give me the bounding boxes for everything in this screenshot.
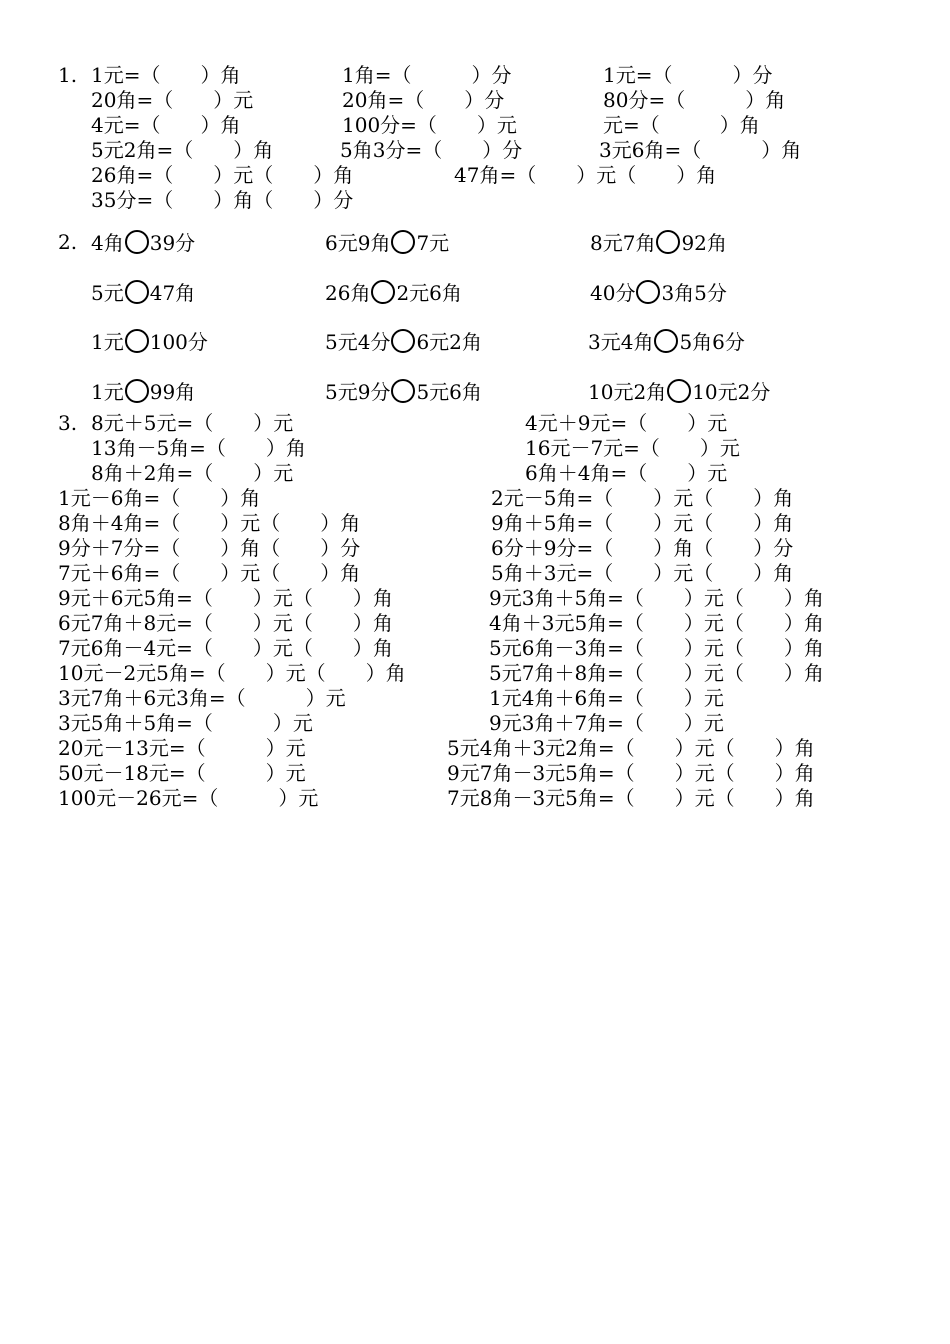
problem: 7元8角－3元5角=（ ）元（ ）角: [447, 786, 815, 810]
comparison-item: [588, 329, 745, 354]
comparison-item: [91, 230, 195, 255]
problem: 20元－13元=（ ）元: [58, 736, 306, 760]
compare-circle[interactable]: [391, 379, 415, 403]
problem: 50元－18元=（ ）元: [58, 761, 306, 785]
right-quantity: 100分: [149, 330, 208, 354]
problem: 8元＋5元=（ ）元: [91, 411, 294, 435]
left-quantity: 40分: [590, 281, 636, 305]
problem: 35分=（ ）角（ ）分: [91, 188, 354, 212]
problem: 1元－6角=（ ）角: [58, 486, 261, 510]
comparison-item: [325, 379, 482, 404]
comparison-item: [91, 379, 195, 404]
comparison-item: [590, 280, 727, 305]
compare-circle[interactable]: [371, 280, 395, 304]
compare-circle[interactable]: [391, 329, 415, 353]
right-quantity: 99角: [149, 380, 196, 404]
problem: 8角＋2角=（ ）元: [91, 461, 294, 485]
right-quantity: 92角: [681, 231, 727, 255]
problem: 1元4角＋6角=（ ）元: [489, 686, 724, 710]
problem: 80分=（ ）角: [603, 88, 786, 112]
compare-circle[interactable]: [125, 230, 149, 254]
right-quantity: 47角: [149, 281, 196, 305]
problem: 3元7角＋6元3角=（ ）元: [58, 686, 346, 710]
left-quantity: 5元: [91, 281, 124, 305]
left-quantity: 1元: [91, 330, 124, 354]
problem: 5角3分=（ ）分: [340, 138, 523, 162]
right-quantity: 5元6角: [416, 380, 482, 404]
left-quantity: 6元9角: [325, 231, 391, 255]
comparison-item: [91, 280, 195, 305]
problem: 5元4角＋3元2角=（ ）元（ ）角: [447, 736, 815, 760]
problem: 13角－5角=（ ）角: [91, 436, 306, 460]
section-1-number: 1.: [58, 63, 78, 87]
compare-circle[interactable]: [654, 329, 678, 353]
section-3-number: 3.: [58, 411, 78, 435]
problem: 5元7角＋8角=（ ）元（ ）角: [489, 661, 824, 685]
problem: 3元5角＋5角=（ ）元: [58, 711, 313, 735]
right-quantity: 2元6角: [396, 281, 462, 305]
comparison-item: [325, 280, 462, 305]
problem: 6分＋9分=（ ）角（ ）分: [491, 536, 794, 560]
left-quantity: 8元7角: [590, 231, 656, 255]
left-quantity: 26角: [325, 281, 371, 305]
left-quantity: 5元9分: [325, 380, 391, 404]
problem: 3元6角=（ ）角: [599, 138, 802, 162]
problem: 26角=（ ）元（ ）角: [91, 163, 354, 187]
problem: 7元＋6角=（ ）元（ ）角: [58, 561, 361, 585]
right-quantity: 6元2角: [416, 330, 482, 354]
problem: 20角=（ ）元: [91, 88, 254, 112]
problem: 8角＋4角=（ ）元（ ）角: [58, 511, 361, 535]
compare-circle[interactable]: [125, 379, 149, 403]
problem: 100分=（ ）元: [342, 113, 517, 137]
problem: 9元3角＋5角=（ ）元（ ）角: [489, 586, 824, 610]
comparison-item: [588, 379, 770, 404]
problem: 1元=（ ）角: [91, 63, 241, 87]
left-quantity: 1元: [91, 380, 124, 404]
problem: 100元－26元=（ ）元: [58, 786, 319, 810]
problem: 10元－2元5角=（ ）元（ ）角: [58, 661, 406, 685]
problem: 6元7角＋8元=（ ）元（ ）角: [58, 611, 393, 635]
problem: 1元=（ ）分: [603, 63, 773, 87]
compare-circle[interactable]: [656, 230, 680, 254]
right-quantity: 10元2分: [692, 380, 771, 404]
right-quantity: 3角5分: [661, 281, 727, 305]
left-quantity: 3元4角: [588, 330, 654, 354]
problem: 16元－7元=（ ）元: [525, 436, 740, 460]
problem: 5元2角=（ ）角: [91, 138, 274, 162]
comparison-item: [590, 230, 727, 255]
problem: 2元－5角=（ ）元（ ）角: [491, 486, 794, 510]
problem: 7元6角－4元=（ ）元（ ）角: [58, 636, 393, 660]
problem: 9元3角＋7角=（ ）元: [489, 711, 724, 735]
compare-circle[interactable]: [125, 329, 149, 353]
comparison-item: [91, 329, 208, 354]
left-quantity: 4角: [91, 231, 124, 255]
problem: 1角=（ ）分: [342, 63, 512, 87]
section-2-number: 2.: [58, 230, 78, 254]
problem: 5角＋3元=（ ）元（ ）角: [491, 561, 794, 585]
compare-circle[interactable]: [125, 280, 149, 304]
problem: 47角=（ ）元（ ）角: [454, 163, 717, 187]
comparison-item: [325, 329, 482, 354]
compare-circle[interactable]: [391, 230, 415, 254]
left-quantity: 5元4分: [325, 330, 391, 354]
problem: 9分＋7分=（ ）角（ ）分: [58, 536, 361, 560]
right-quantity: 7元: [416, 231, 450, 255]
problem: 20角=（ ）分: [342, 88, 505, 112]
right-quantity: 5角6分: [679, 330, 745, 354]
compare-circle[interactable]: [667, 379, 691, 403]
problem: 6角＋4角=（ ）元: [525, 461, 728, 485]
problem: 元=（ ）角: [603, 113, 760, 137]
problem: 4元＋9元=（ ）元: [525, 411, 728, 435]
comparison-item: [325, 230, 449, 255]
right-quantity: 39分: [149, 231, 196, 255]
problem: 5元6角－3角=（ ）元（ ）角: [489, 636, 824, 660]
problem: 9角＋5角=（ ）元（ ）角: [491, 511, 794, 535]
compare-circle[interactable]: [636, 280, 660, 304]
problem: 9元＋6元5角=（ ）元（ ）角: [58, 586, 393, 610]
left-quantity: 10元2角: [588, 380, 667, 404]
problem: 4角＋3元5角=（ ）元（ ）角: [489, 611, 824, 635]
problem: 9元7角－3元5角=（ ）元（ ）角: [447, 761, 815, 785]
problem: 4元=（ ）角: [91, 113, 241, 137]
